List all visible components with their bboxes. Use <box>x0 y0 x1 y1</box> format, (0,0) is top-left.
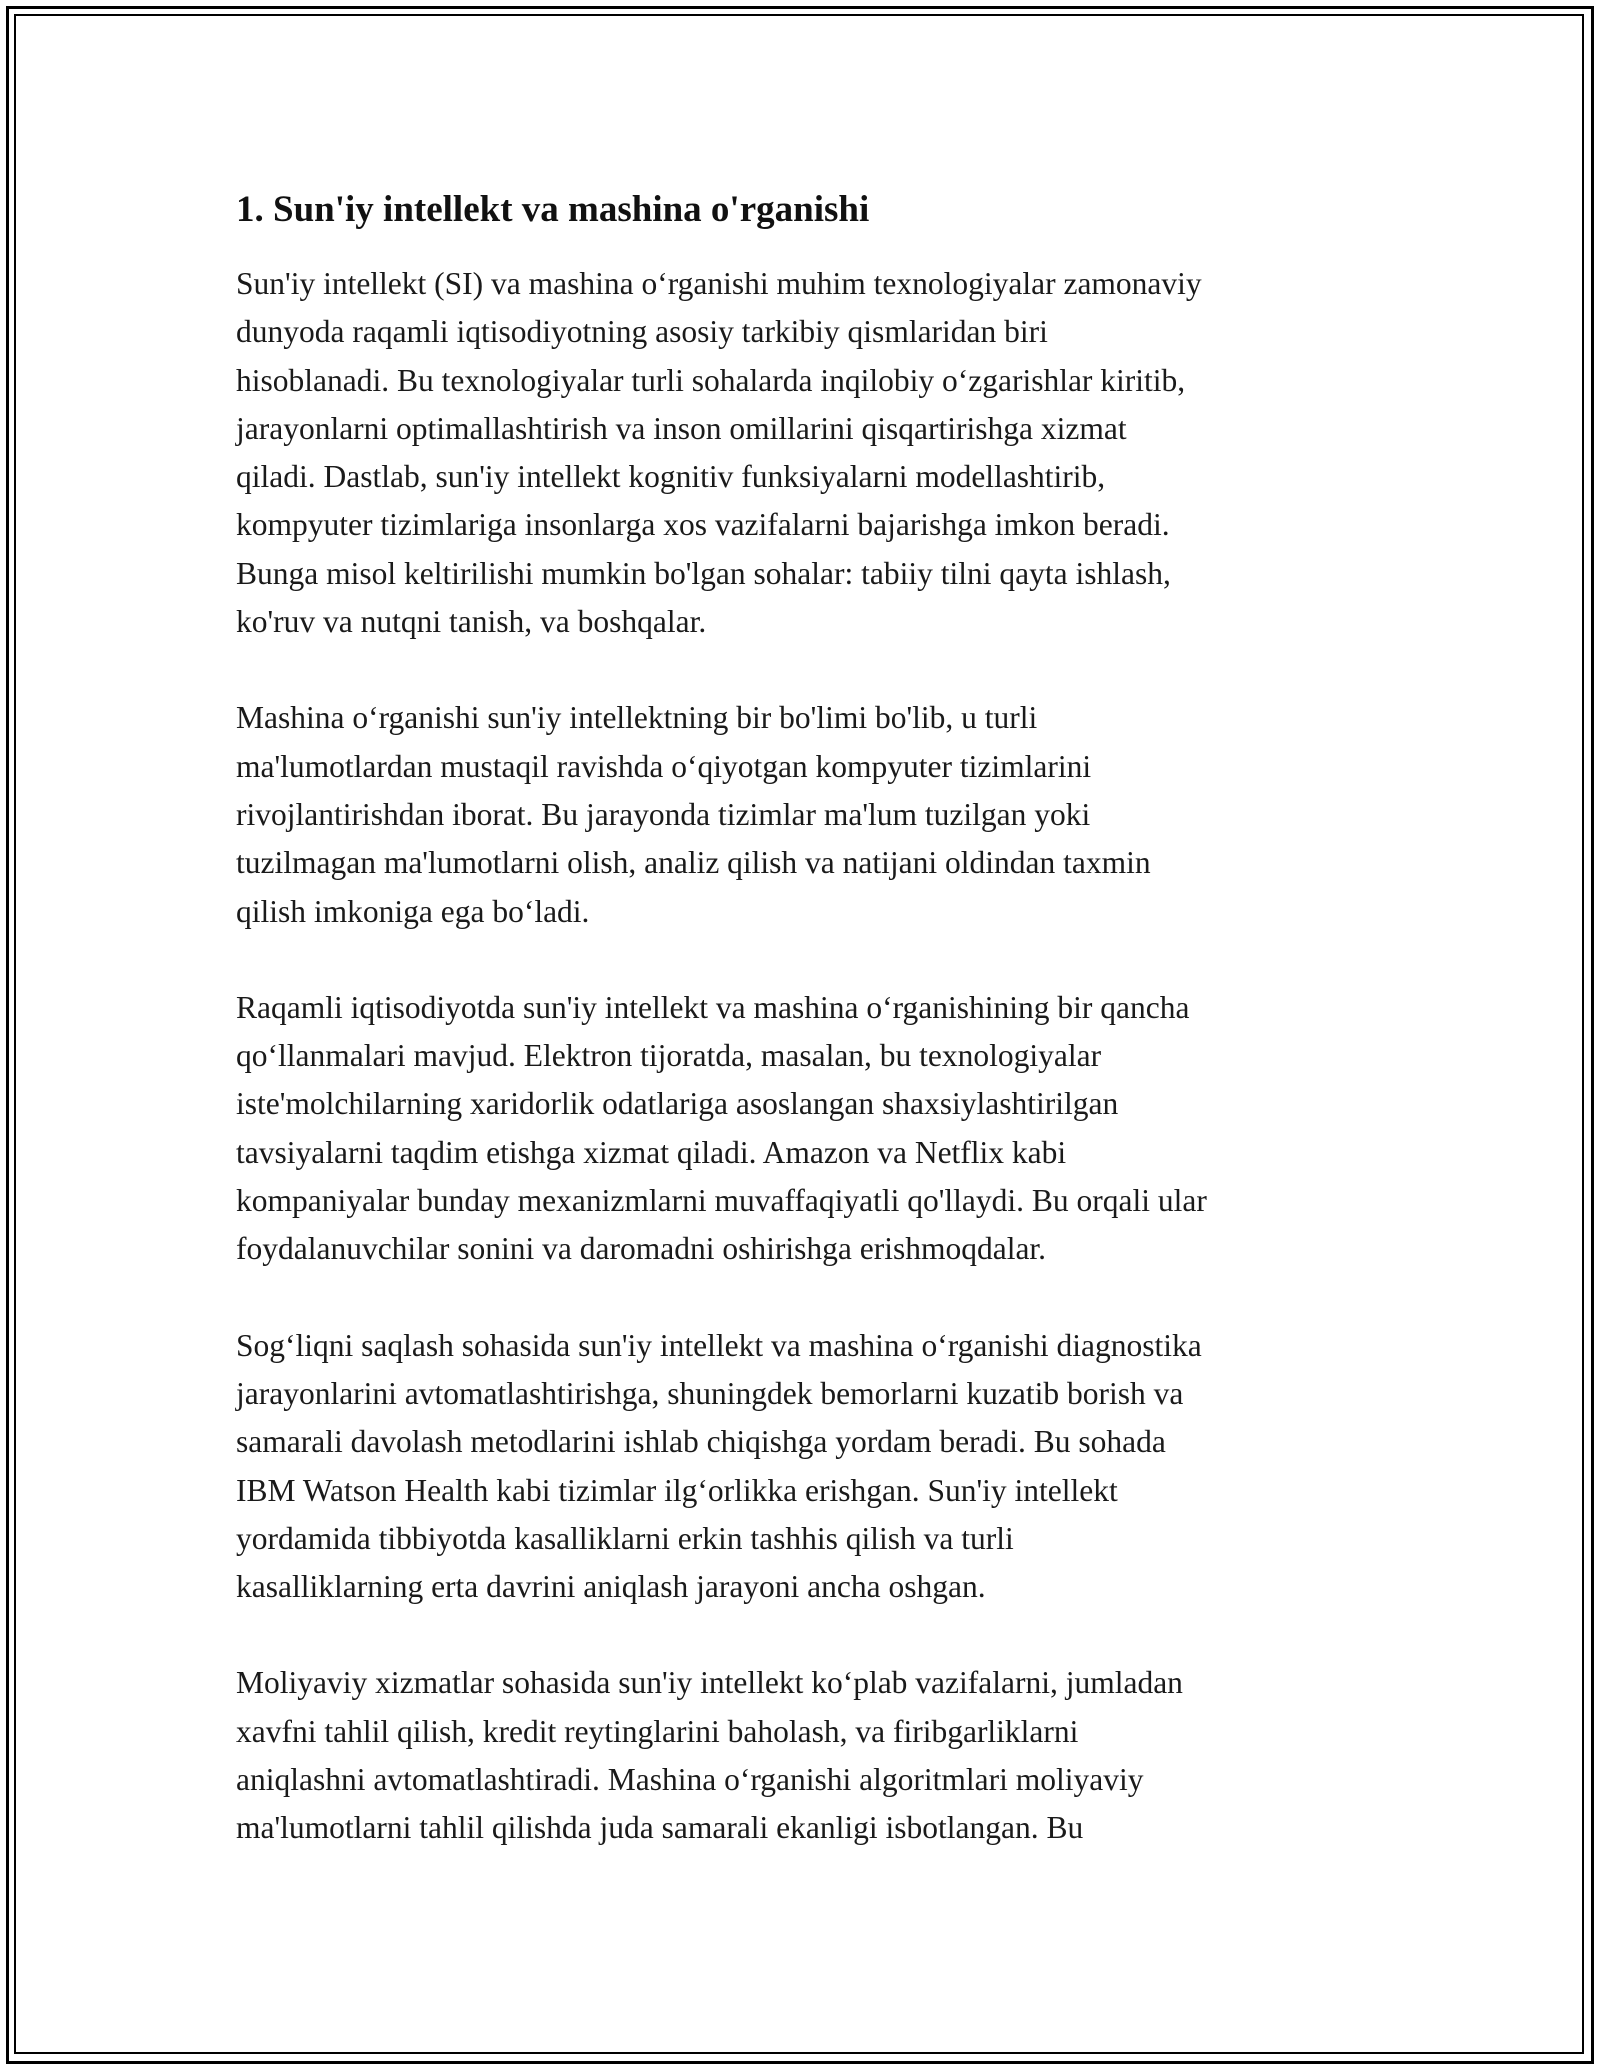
text-line: ko'ruv va nutqni tanish, va boshqalar. <box>236 604 707 640</box>
text-line: qilish imkoniga ega bo‘ladi. <box>236 893 590 929</box>
text-line: Mashina o‘rganishi sun'iy intellektning bir bo'limi bo'lib, u turli <box>236 700 1038 736</box>
text-line: tuzilmagan ma'lumotlarni olish, analiz qilish va natijani oldindan taxmin <box>236 845 1151 881</box>
text-line: Sun'iy intellekt (SI) va mashina o‘rganishi muhim texnologiyalar zamonaviy <box>236 266 1202 301</box>
paragraph-1 <box>236 260 1386 646</box>
paragraph-4 <box>236 1322 1386 1612</box>
text-line: qo‘llanmalari mavjud. Elektron tijoratda, masalan, bu texnologiyalar <box>236 1038 1102 1074</box>
text-line: Bunga misol keltirilishi mumkin bo'lgan sohalar: tabiiy tilni qayta ishlash, <box>236 555 1171 591</box>
text-line: hisoblanadi. Bu texnologiyalar turli sohalarda inqilobiy o‘zgarishlar kiritib, <box>236 362 1186 398</box>
text-line: tavsiyalarni taqdim etishga xizmat qiladi. Amazon va Netflix kabi <box>236 1134 1067 1170</box>
text-line: rivojlantirishdan iborat. Bu jarayonda tizimlar ma'lum tuzilgan yoki <box>236 796 1091 832</box>
text-line: dunyoda raqamli iqtisodiyotning asosiy tarkibiy qismlaridan biri <box>236 314 1048 350</box>
text-line: ma'lumotlardan mustaqil ravishda o‘qiyotgan kompyuter tizimlarini <box>236 748 1092 784</box>
section-heading: 1. Sun'iy intellekt va mashina o'rganishi <box>236 189 870 230</box>
text-line: xavfni tahlil qilish, kredit reytinglarini baholash, va firibgarliklarni <box>236 1713 1079 1749</box>
text-line: foydalanuvchilar sonini va daromadni oshirishga erishmoqdalar. <box>236 1231 1047 1267</box>
paragraph-2 <box>236 694 1386 935</box>
text-line: kompyuter tizimlariga insonlarga xos vazifalarni bajarishga imkon beradi. <box>236 507 1170 543</box>
text-line: Moliyaviy xizmatlar sohasida sun'iy intellekt ko‘plab vazifalarni, jumladan <box>236 1665 1183 1701</box>
text-line: Raqamli iqtisodiyotda sun'iy intellekt va mashina o‘rganishining bir qancha <box>236 989 1190 1025</box>
text-line: kasalliklarning erta davrini aniqlash jarayoni ancha oshgan. <box>236 1569 986 1605</box>
text-line: aniqlashni avtomatlashtiradi. Mashina o‘rganishi algoritmlari moliyaviy <box>236 1762 1144 1798</box>
text-line: ma'lumotlarni tahlil qilishda juda samarali ekanligi isbotlangan. Bu <box>236 1810 1084 1846</box>
text-line: iste'molchilarning xaridorlik odatlariga asoslangan shaxsiylashtirilgan <box>236 1086 1119 1122</box>
paragraph-3 <box>236 984 1386 1274</box>
text-line: IBM Watson Health kabi tizimlar ilg‘orlikka erishgan. Sun'iy intellekt <box>236 1472 1118 1508</box>
text-line: samarali davolash metodlarini ishlab chiqishga yordam beradi. Bu sohada <box>236 1424 1166 1460</box>
text-line: jarayonlarini avtomatlashtirishga, shuningdek bemorlarni kuzatib borish va <box>236 1375 1184 1411</box>
document-body <box>236 186 1386 1901</box>
text-line: qiladi. Dastlab, sun'iy intellekt kognitiv funksiyalarni modellashtirib, <box>236 459 1106 495</box>
paragraph-5 <box>236 1659 1386 1852</box>
text-line: kompaniyalar bunday mexanizmlarni muvaffaqiyatli qo'llaydi. Bu orqali ular <box>236 1183 1207 1219</box>
text-line: Sog‘liqni saqlash sohasida sun'iy intellekt va mashina o‘rganishi diagnostika <box>236 1327 1202 1363</box>
text-line: jarayonlarni optimallashtirish va inson omillarini qisqartirishga xizmat <box>236 410 1127 446</box>
text-line: yordamida tibbiyotda kasalliklarni erkin tashhis qilish va turli <box>236 1520 1014 1556</box>
